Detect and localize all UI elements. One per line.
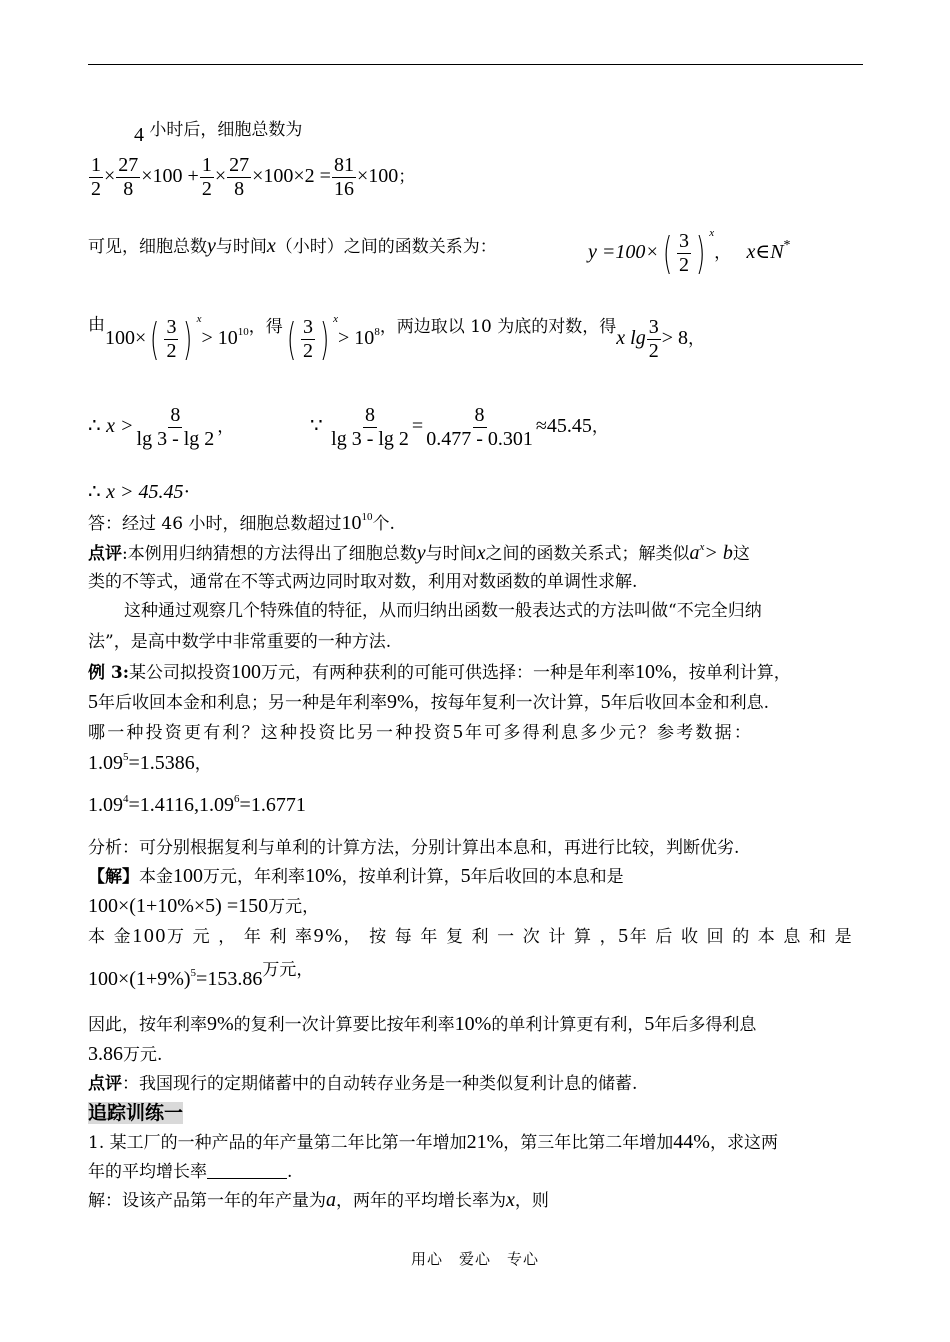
answer-blank[interactable]: [207, 1164, 287, 1179]
line-4-hours: 4 小时后，细胞总数为: [134, 120, 303, 146]
comment-line-3: 点评：我国现行的定期储蓄中的自动转存业务是一种类似复利计息的储蓄.: [88, 1074, 638, 1094]
function-relation-text: 可见，细胞总数y与时间x（小时）之间的函数关系为：: [88, 235, 497, 257]
fraction: $\frac{1}{2}$: [91, 154, 101, 200]
reference-data-2: $1.09^4=1.4116,1.09^6=1.6771$: [88, 793, 306, 816]
conclusion-line-2: 3.86万元.: [88, 1043, 163, 1065]
fraction: $\frac{81}{16}$: [333, 154, 354, 200]
comment-line-1: 点评:本例用归纳猜想的方法得出了细胞总数y与时间x之间的函数关系式；解类似$a^x> b$这: [88, 541, 750, 564]
solution-line-1: 【解】本金100万元，年利率10%，按单利计算，5年后收回的本息和是: [88, 865, 624, 887]
equation-4-hours: $\frac{1}{2}$ × $\frac{27}{8}$ ×100 + $\frac{1}{2}$ × $\frac{27}{8}$ ×100×2 = $\frac{81}{16}$ ×100；: [91, 154, 416, 200]
paragraph-line-1: 这种通过观察几个特殊值的特征，从而归纳出函数一般表达式的方法叫做“不完全归纳: [124, 601, 762, 621]
analysis-line: 分析：可分别根据复利与单利的计算方法，分别计算出本息和，再进行比较，判断优劣.: [88, 838, 740, 858]
paragraph-line-2: 法”，是高中数学中非常重要的一种方法.: [88, 632, 392, 652]
answer-line: 答：经过 46 小时，细胞总数超过$10^{10}$个.: [88, 511, 395, 534]
question-1-line-2: 年的平均增长率 .: [88, 1162, 293, 1182]
example-3-line-2: 5年后收回本金和利息；另一种是年利率9%，按每年复利一次计算，5年后收回本金和利息.: [88, 691, 770, 713]
because-line: ∵ $\frac{8}{\lg 3 - \lg 2}$ = $\frac{8}{0.477 - 0.301}$ ≈45.45，: [310, 404, 609, 450]
example-3-line-1: 例 3:某公司拟投资100万元，有两种获利的可能可供选择：一种是年利率10%，按单利计算，: [88, 661, 791, 683]
fraction: $\frac{1}{2}$: [201, 154, 212, 200]
page-footer: 用心 爱心 专心: [410, 1250, 539, 1268]
solution-calc-1: 100×(1+10%×5) =150万元，: [88, 895, 320, 917]
therefore-line: ∴ x > $\frac{8}{\lg 3 - \lg 2}$ ，: [88, 404, 235, 450]
comment-line-2: 类的不等式，通常在不等式两边同时取对数，利用对数函数的单调性求解.: [88, 572, 638, 592]
solution-line-2: 本 金100万 元 ， 年 利 率9%， 按 每 年 复 利 一 次 计 算 ，5年 后 收 回 的 本 息 和 是: [88, 925, 854, 947]
question-1-line-1: 1. 某工厂的一种产品的年产量第二年比第一年增加21%，第三年比第二年增加44%，求这两: [88, 1131, 778, 1153]
result-line: ∴ x > 45.45·: [88, 481, 191, 503]
header-rule: [88, 64, 863, 65]
fraction: $\frac{27}{8}$: [118, 154, 139, 200]
function-formula: y =100× ( $\frac{3}{2}$ ) $^x$， x∈N*: [588, 227, 791, 279]
solution-setup-line: 解：设该产品第一年的年产量为a，两年的平均增长率为x，则: [88, 1189, 549, 1211]
section-heading-tracking-practice: 追踪训练一: [88, 1102, 184, 1124]
reference-data-1: $1.09^5=1.5386$，: [88, 751, 212, 774]
conclusion-line-1: 因此，按年利率9%的复利一次计算要比按年利率10%的单利计算更有利，5年后多得利息: [88, 1013, 757, 1035]
example-3-line-3: 哪一种投资更有利？这种投资比另一种投资5年可多得利息多少元？参考数据：: [88, 721, 754, 743]
solution-calc-2: $100\times(1+9\%)^5=153.86$万元，: [88, 960, 314, 990]
inequality-line: 由100× ( $\frac{3}{2}$ ) $^x> 10^{10}$，得 ( $\frac{3}{2}$ ) $^x> 10^8$，两边取以 10 为底的对数，得x lg $\frac{3}{2}$ > 8，: [88, 313, 705, 365]
fraction: $\frac{27}{8}$: [229, 154, 250, 200]
